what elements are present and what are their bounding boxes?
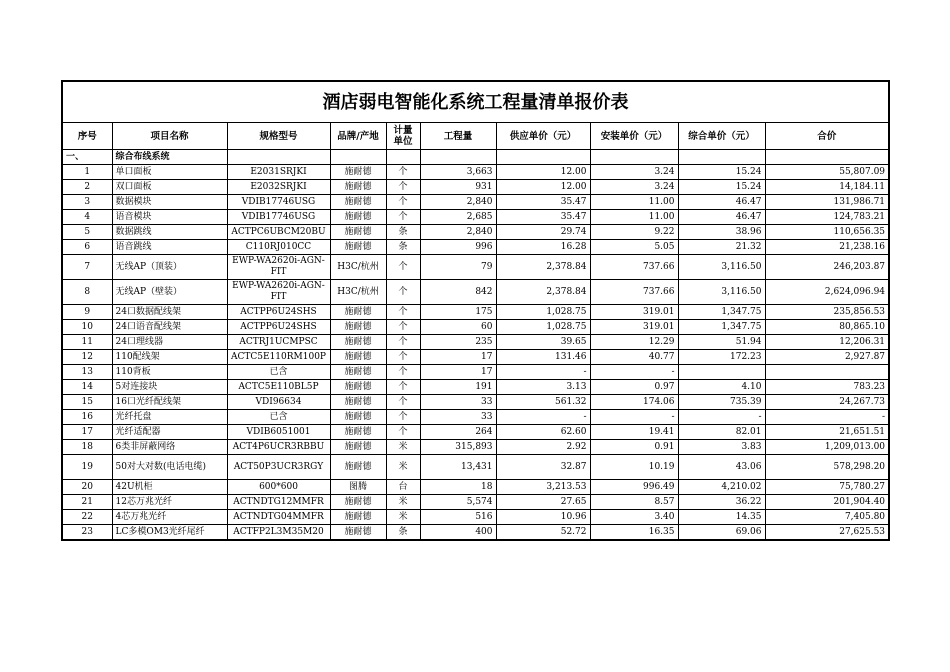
item-model: E2032SRJKI <box>227 180 330 195</box>
item-qty: 235 <box>420 335 496 350</box>
item-name: 24口理线器 <box>112 335 227 350</box>
empty-cell <box>678 150 765 165</box>
item-qty: 33 <box>420 410 496 425</box>
item-name: 6类非屏蔽网络 <box>112 440 227 455</box>
item-total: 110,656.35 <box>765 225 889 240</box>
item-combined-price: 21.32 <box>678 240 765 255</box>
item-name: 无线AP（壁装） <box>112 280 227 305</box>
item-model: VDIB17746USG <box>227 195 330 210</box>
item-brand: 施耐德 <box>330 510 386 525</box>
item-unit: 米 <box>386 510 420 525</box>
header-no: 序号 <box>62 123 112 150</box>
item-total: 80,865.10 <box>765 320 889 335</box>
item-brand: 施耐德 <box>330 380 386 395</box>
item-install-price: 0.91 <box>590 440 678 455</box>
section-name: 综合布线系统 <box>112 150 227 165</box>
item-qty: 931 <box>420 180 496 195</box>
item-name: 光纤适配器 <box>112 425 227 440</box>
item-unit: 条 <box>386 525 420 541</box>
item-no: 10 <box>62 320 112 335</box>
table-row <box>62 480 889 495</box>
item-combined-price: 4.10 <box>678 380 765 395</box>
item-qty: 17 <box>420 350 496 365</box>
item-no: 5 <box>62 225 112 240</box>
item-total: 2,624,096.94 <box>765 280 889 305</box>
item-qty: 2,840 <box>420 225 496 240</box>
item-install-price: 10.19 <box>590 455 678 480</box>
item-combined-price: 4,210.02 <box>678 480 765 495</box>
item-model: VDIB6051001 <box>227 425 330 440</box>
item-name: 5对连接块 <box>112 380 227 395</box>
item-install-price: 319.01 <box>590 305 678 320</box>
item-brand: 施耐德 <box>330 165 386 180</box>
item-supply-price: 1,028.75 <box>496 320 590 335</box>
item-install-price: 737.66 <box>590 255 678 280</box>
table-row <box>62 180 889 195</box>
item-unit: 米 <box>386 495 420 510</box>
table-row <box>62 305 889 320</box>
item-brand: H3C/杭州 <box>330 255 386 280</box>
item-no: 21 <box>62 495 112 510</box>
item-qty: 400 <box>420 525 496 541</box>
item-unit: 个 <box>386 425 420 440</box>
item-supply-price: 27.65 <box>496 495 590 510</box>
item-model: 600*600 <box>227 480 330 495</box>
item-brand: 施耐德 <box>330 440 386 455</box>
item-qty: 18 <box>420 480 496 495</box>
item-install-price: 11.00 <box>590 195 678 210</box>
item-total: 235,856.53 <box>765 305 889 320</box>
item-total: 24,267.73 <box>765 395 889 410</box>
item-qty: 33 <box>420 395 496 410</box>
item-name: 语音跳线 <box>112 240 227 255</box>
table-row <box>62 395 889 410</box>
item-total: 201,904.40 <box>765 495 889 510</box>
table-row <box>62 455 889 480</box>
item-supply-price: 12.00 <box>496 180 590 195</box>
header-unit: 计量单位 <box>386 123 420 150</box>
empty-cell <box>227 150 330 165</box>
item-name: 光纤托盘 <box>112 410 227 425</box>
item-total: 124,783.21 <box>765 210 889 225</box>
item-supply-price: 12.00 <box>496 165 590 180</box>
item-brand: 施耐德 <box>330 225 386 240</box>
item-install-price: 5.05 <box>590 240 678 255</box>
item-qty: 2,685 <box>420 210 496 225</box>
item-qty: 60 <box>420 320 496 335</box>
table-row <box>62 365 889 380</box>
item-name: 42U机柜 <box>112 480 227 495</box>
item-supply-price: 131.46 <box>496 350 590 365</box>
item-brand: 施耐德 <box>330 455 386 480</box>
item-name: 110配线架 <box>112 350 227 365</box>
item-model: C110RJ010CC <box>227 240 330 255</box>
item-install-price: - <box>590 365 678 380</box>
table-row <box>62 280 889 305</box>
item-model: ACT50P3UCR3RGY <box>227 455 330 480</box>
item-install-price: 12.29 <box>590 335 678 350</box>
item-model: E2031SRJKI <box>227 165 330 180</box>
item-total: 27,625.53 <box>765 525 889 541</box>
item-install-price: 11.00 <box>590 210 678 225</box>
item-brand: 施耐德 <box>330 525 386 541</box>
item-model: ACTFP2L3M35M20 <box>227 525 330 541</box>
item-qty: 175 <box>420 305 496 320</box>
item-name: 50对大对数(电话电缆) <box>112 455 227 480</box>
item-name: 16口光纤配线架 <box>112 395 227 410</box>
item-brand: 施耐德 <box>330 180 386 195</box>
item-brand: 施耐德 <box>330 240 386 255</box>
item-combined-price: 1,347.75 <box>678 320 765 335</box>
item-total: 14,184.11 <box>765 180 889 195</box>
item-no: 22 <box>62 510 112 525</box>
item-combined-price: 14.35 <box>678 510 765 525</box>
item-no: 6 <box>62 240 112 255</box>
item-qty: 516 <box>420 510 496 525</box>
item-total: 21,651.51 <box>765 425 889 440</box>
item-unit: 个 <box>386 335 420 350</box>
table-row <box>62 195 889 210</box>
table-row <box>62 320 889 335</box>
item-supply-price: 1,028.75 <box>496 305 590 320</box>
item-name: LC多模OM3光纤尾纤 <box>112 525 227 541</box>
item-combined-price: 1,347.75 <box>678 305 765 320</box>
item-no: 20 <box>62 480 112 495</box>
table-row <box>62 335 889 350</box>
item-model: ACT4P6UCR3RBBU <box>227 440 330 455</box>
item-supply-price: 35.47 <box>496 195 590 210</box>
item-no: 9 <box>62 305 112 320</box>
item-brand: 施耐德 <box>330 395 386 410</box>
item-unit: 个 <box>386 165 420 180</box>
item-qty: 13,431 <box>420 455 496 480</box>
item-name: 单口面板 <box>112 165 227 180</box>
header-total: 合价 <box>765 123 889 150</box>
item-install-price: 174.06 <box>590 395 678 410</box>
table-row <box>62 165 889 180</box>
item-model: ACTNDTG04MMFR <box>227 510 330 525</box>
page-title: 酒店弱电智能化系统工程量清单报价表 <box>62 81 889 123</box>
item-combined-price: 3,116.50 <box>678 280 765 305</box>
item-unit: 个 <box>386 395 420 410</box>
item-brand: 施耐德 <box>330 335 386 350</box>
item-no: 14 <box>62 380 112 395</box>
item-combined-price: 38.96 <box>678 225 765 240</box>
item-brand: 施耐德 <box>330 495 386 510</box>
header-supply-price: 供应单价（元） <box>496 123 590 150</box>
item-total: 12,206.31 <box>765 335 889 350</box>
header-install-price: 安装单价（元） <box>590 123 678 150</box>
item-combined-price: 43.06 <box>678 455 765 480</box>
item-combined-price: 735.39 <box>678 395 765 410</box>
item-total: 75,780.27 <box>765 480 889 495</box>
item-supply-price: 2.92 <box>496 440 590 455</box>
item-total: 578,298.20 <box>765 455 889 480</box>
item-brand: 施耐德 <box>330 195 386 210</box>
item-brand: H3C/杭州 <box>330 280 386 305</box>
empty-cell <box>765 150 889 165</box>
item-install-price: 8.57 <box>590 495 678 510</box>
item-unit: 个 <box>386 210 420 225</box>
item-name: 4芯万兆光纤 <box>112 510 227 525</box>
header-model: 规格型号 <box>227 123 330 150</box>
item-name: 无线AP（顶装） <box>112 255 227 280</box>
item-qty: 2,840 <box>420 195 496 210</box>
item-no: 16 <box>62 410 112 425</box>
empty-cell <box>590 150 678 165</box>
table-row <box>62 525 889 541</box>
item-brand: 施耐德 <box>330 425 386 440</box>
item-name: 12芯万兆光纤 <box>112 495 227 510</box>
item-model: ACTPP6U24SHS <box>227 320 330 335</box>
item-qty: 191 <box>420 380 496 395</box>
item-unit: 米 <box>386 455 420 480</box>
item-unit: 个 <box>386 320 420 335</box>
item-supply-price: 10.96 <box>496 510 590 525</box>
table-row <box>62 440 889 455</box>
item-supply-price: 35.47 <box>496 210 590 225</box>
item-combined-price <box>678 365 765 380</box>
item-install-price: 3.40 <box>590 510 678 525</box>
table-row <box>62 225 889 240</box>
item-model: EWP-WA2620i-AGN-FIT <box>227 255 330 280</box>
section-row <box>62 150 889 165</box>
header-combined-price: 综合单价（元） <box>678 123 765 150</box>
item-name: 数据跳线 <box>112 225 227 240</box>
item-unit: 个 <box>386 410 420 425</box>
item-model: VDIB17746USG <box>227 210 330 225</box>
item-model: EWP-WA2620i-AGN-FIT <box>227 280 330 305</box>
item-qty: 315,893 <box>420 440 496 455</box>
table-row <box>62 425 889 440</box>
item-model: ACTPP6U24SHS <box>227 305 330 320</box>
item-name: 24口语音配线架 <box>112 320 227 335</box>
item-install-price: 3.24 <box>590 165 678 180</box>
item-unit: 个 <box>386 350 420 365</box>
header-name: 项目名称 <box>112 123 227 150</box>
item-total: 7,405.80 <box>765 510 889 525</box>
table-row <box>62 380 889 395</box>
item-unit: 个 <box>386 280 420 305</box>
item-combined-price: 69.06 <box>678 525 765 541</box>
item-unit: 个 <box>386 305 420 320</box>
item-model: ACTPC6UBCM20BU <box>227 225 330 240</box>
item-combined-price: 46.47 <box>678 195 765 210</box>
empty-cell <box>330 150 386 165</box>
item-brand: 施耐德 <box>330 320 386 335</box>
item-model: VDI96634 <box>227 395 330 410</box>
item-combined-price: 36.22 <box>678 495 765 510</box>
item-supply-price: 32.87 <box>496 455 590 480</box>
item-install-price: 40.77 <box>590 350 678 365</box>
item-install-price: 319.01 <box>590 320 678 335</box>
item-combined-price: 3.83 <box>678 440 765 455</box>
item-supply-price: 62.60 <box>496 425 590 440</box>
item-model: ACTC5E110BL5P <box>227 380 330 395</box>
item-no: 23 <box>62 525 112 541</box>
item-unit: 米 <box>386 440 420 455</box>
quote-table <box>61 80 890 541</box>
item-supply-price: 29.74 <box>496 225 590 240</box>
item-unit: 条 <box>386 240 420 255</box>
table-row <box>62 510 889 525</box>
item-no: 11 <box>62 335 112 350</box>
item-total: 783.23 <box>765 380 889 395</box>
table-row <box>62 350 889 365</box>
item-qty: 996 <box>420 240 496 255</box>
item-no: 18 <box>62 440 112 455</box>
item-model: 已含 <box>227 410 330 425</box>
item-combined-price: - <box>678 410 765 425</box>
item-unit: 个 <box>386 255 420 280</box>
title-row <box>62 81 889 123</box>
item-supply-price: 16.28 <box>496 240 590 255</box>
item-no: 4 <box>62 210 112 225</box>
item-unit: 个 <box>386 380 420 395</box>
item-install-price: 737.66 <box>590 280 678 305</box>
item-no: 8 <box>62 280 112 305</box>
item-model: 已含 <box>227 365 330 380</box>
item-install-price: 19.41 <box>590 425 678 440</box>
item-name: 数据模块 <box>112 195 227 210</box>
header-brand: 品牌/产地 <box>330 123 386 150</box>
item-install-price: 0.97 <box>590 380 678 395</box>
item-install-price: 16.35 <box>590 525 678 541</box>
item-brand: 施耐德 <box>330 410 386 425</box>
item-supply-price: 2,378.84 <box>496 255 590 280</box>
item-model: ACTRJ1UCMPSC <box>227 335 330 350</box>
item-supply-price: 3,213.53 <box>496 480 590 495</box>
item-unit: 台 <box>386 480 420 495</box>
item-name: 语音模块 <box>112 210 227 225</box>
item-qty: 264 <box>420 425 496 440</box>
table-row <box>62 495 889 510</box>
item-unit: 个 <box>386 195 420 210</box>
item-install-price: 996.49 <box>590 480 678 495</box>
item-supply-price: 3.13 <box>496 380 590 395</box>
item-unit: 个 <box>386 365 420 380</box>
item-total: 2,927.87 <box>765 350 889 365</box>
item-supply-price: 52.72 <box>496 525 590 541</box>
item-no: 12 <box>62 350 112 365</box>
item-qty: 3,663 <box>420 165 496 180</box>
table-row <box>62 240 889 255</box>
item-brand: 施耐德 <box>330 210 386 225</box>
item-total: 55,807.09 <box>765 165 889 180</box>
item-no: 13 <box>62 365 112 380</box>
item-brand: 图腾 <box>330 480 386 495</box>
item-total: 131,986.71 <box>765 195 889 210</box>
empty-cell <box>420 150 496 165</box>
item-no: 19 <box>62 455 112 480</box>
item-combined-price: 46.47 <box>678 210 765 225</box>
section-no: 一、 <box>62 150 112 165</box>
header-qty: 工程量 <box>420 123 496 150</box>
item-supply-price: 2,378.84 <box>496 280 590 305</box>
item-model: ACTC5E110RM100P <box>227 350 330 365</box>
item-qty: 17 <box>420 365 496 380</box>
item-no: 15 <box>62 395 112 410</box>
table-row <box>62 255 889 280</box>
item-combined-price: 15.24 <box>678 165 765 180</box>
item-combined-price: 51.94 <box>678 335 765 350</box>
item-combined-price: 172.23 <box>678 350 765 365</box>
item-no: 7 <box>62 255 112 280</box>
item-supply-price: 561.32 <box>496 395 590 410</box>
item-total: 1,209,013.00 <box>765 440 889 455</box>
empty-cell <box>496 150 590 165</box>
item-total: 246,203.87 <box>765 255 889 280</box>
item-no: 3 <box>62 195 112 210</box>
item-unit: 条 <box>386 225 420 240</box>
item-combined-price: 15.24 <box>678 180 765 195</box>
table-row <box>62 410 889 425</box>
item-unit: 个 <box>386 180 420 195</box>
item-supply-price: 39.65 <box>496 335 590 350</box>
item-name: 双口面板 <box>112 180 227 195</box>
item-no: 1 <box>62 165 112 180</box>
empty-cell <box>386 150 420 165</box>
table-row <box>62 210 889 225</box>
item-brand: 施耐德 <box>330 350 386 365</box>
item-total: - <box>765 410 889 425</box>
item-brand: 施耐德 <box>330 305 386 320</box>
item-install-price: 9.22 <box>590 225 678 240</box>
item-no: 17 <box>62 425 112 440</box>
item-name: 110背板 <box>112 365 227 380</box>
item-model: ACTNDTG12MMFR <box>227 495 330 510</box>
item-total <box>765 365 889 380</box>
header-row <box>62 123 889 150</box>
item-supply-price: - <box>496 410 590 425</box>
item-brand: 施耐德 <box>330 365 386 380</box>
item-qty: 79 <box>420 255 496 280</box>
item-supply-price: - <box>496 365 590 380</box>
item-qty: 5,574 <box>420 495 496 510</box>
item-no: 2 <box>62 180 112 195</box>
item-total: 21,238.16 <box>765 240 889 255</box>
item-combined-price: 82.01 <box>678 425 765 440</box>
item-name: 24口数据配线架 <box>112 305 227 320</box>
item-install-price: - <box>590 410 678 425</box>
item-combined-price: 3,116.50 <box>678 255 765 280</box>
item-qty: 842 <box>420 280 496 305</box>
item-install-price: 3.24 <box>590 180 678 195</box>
